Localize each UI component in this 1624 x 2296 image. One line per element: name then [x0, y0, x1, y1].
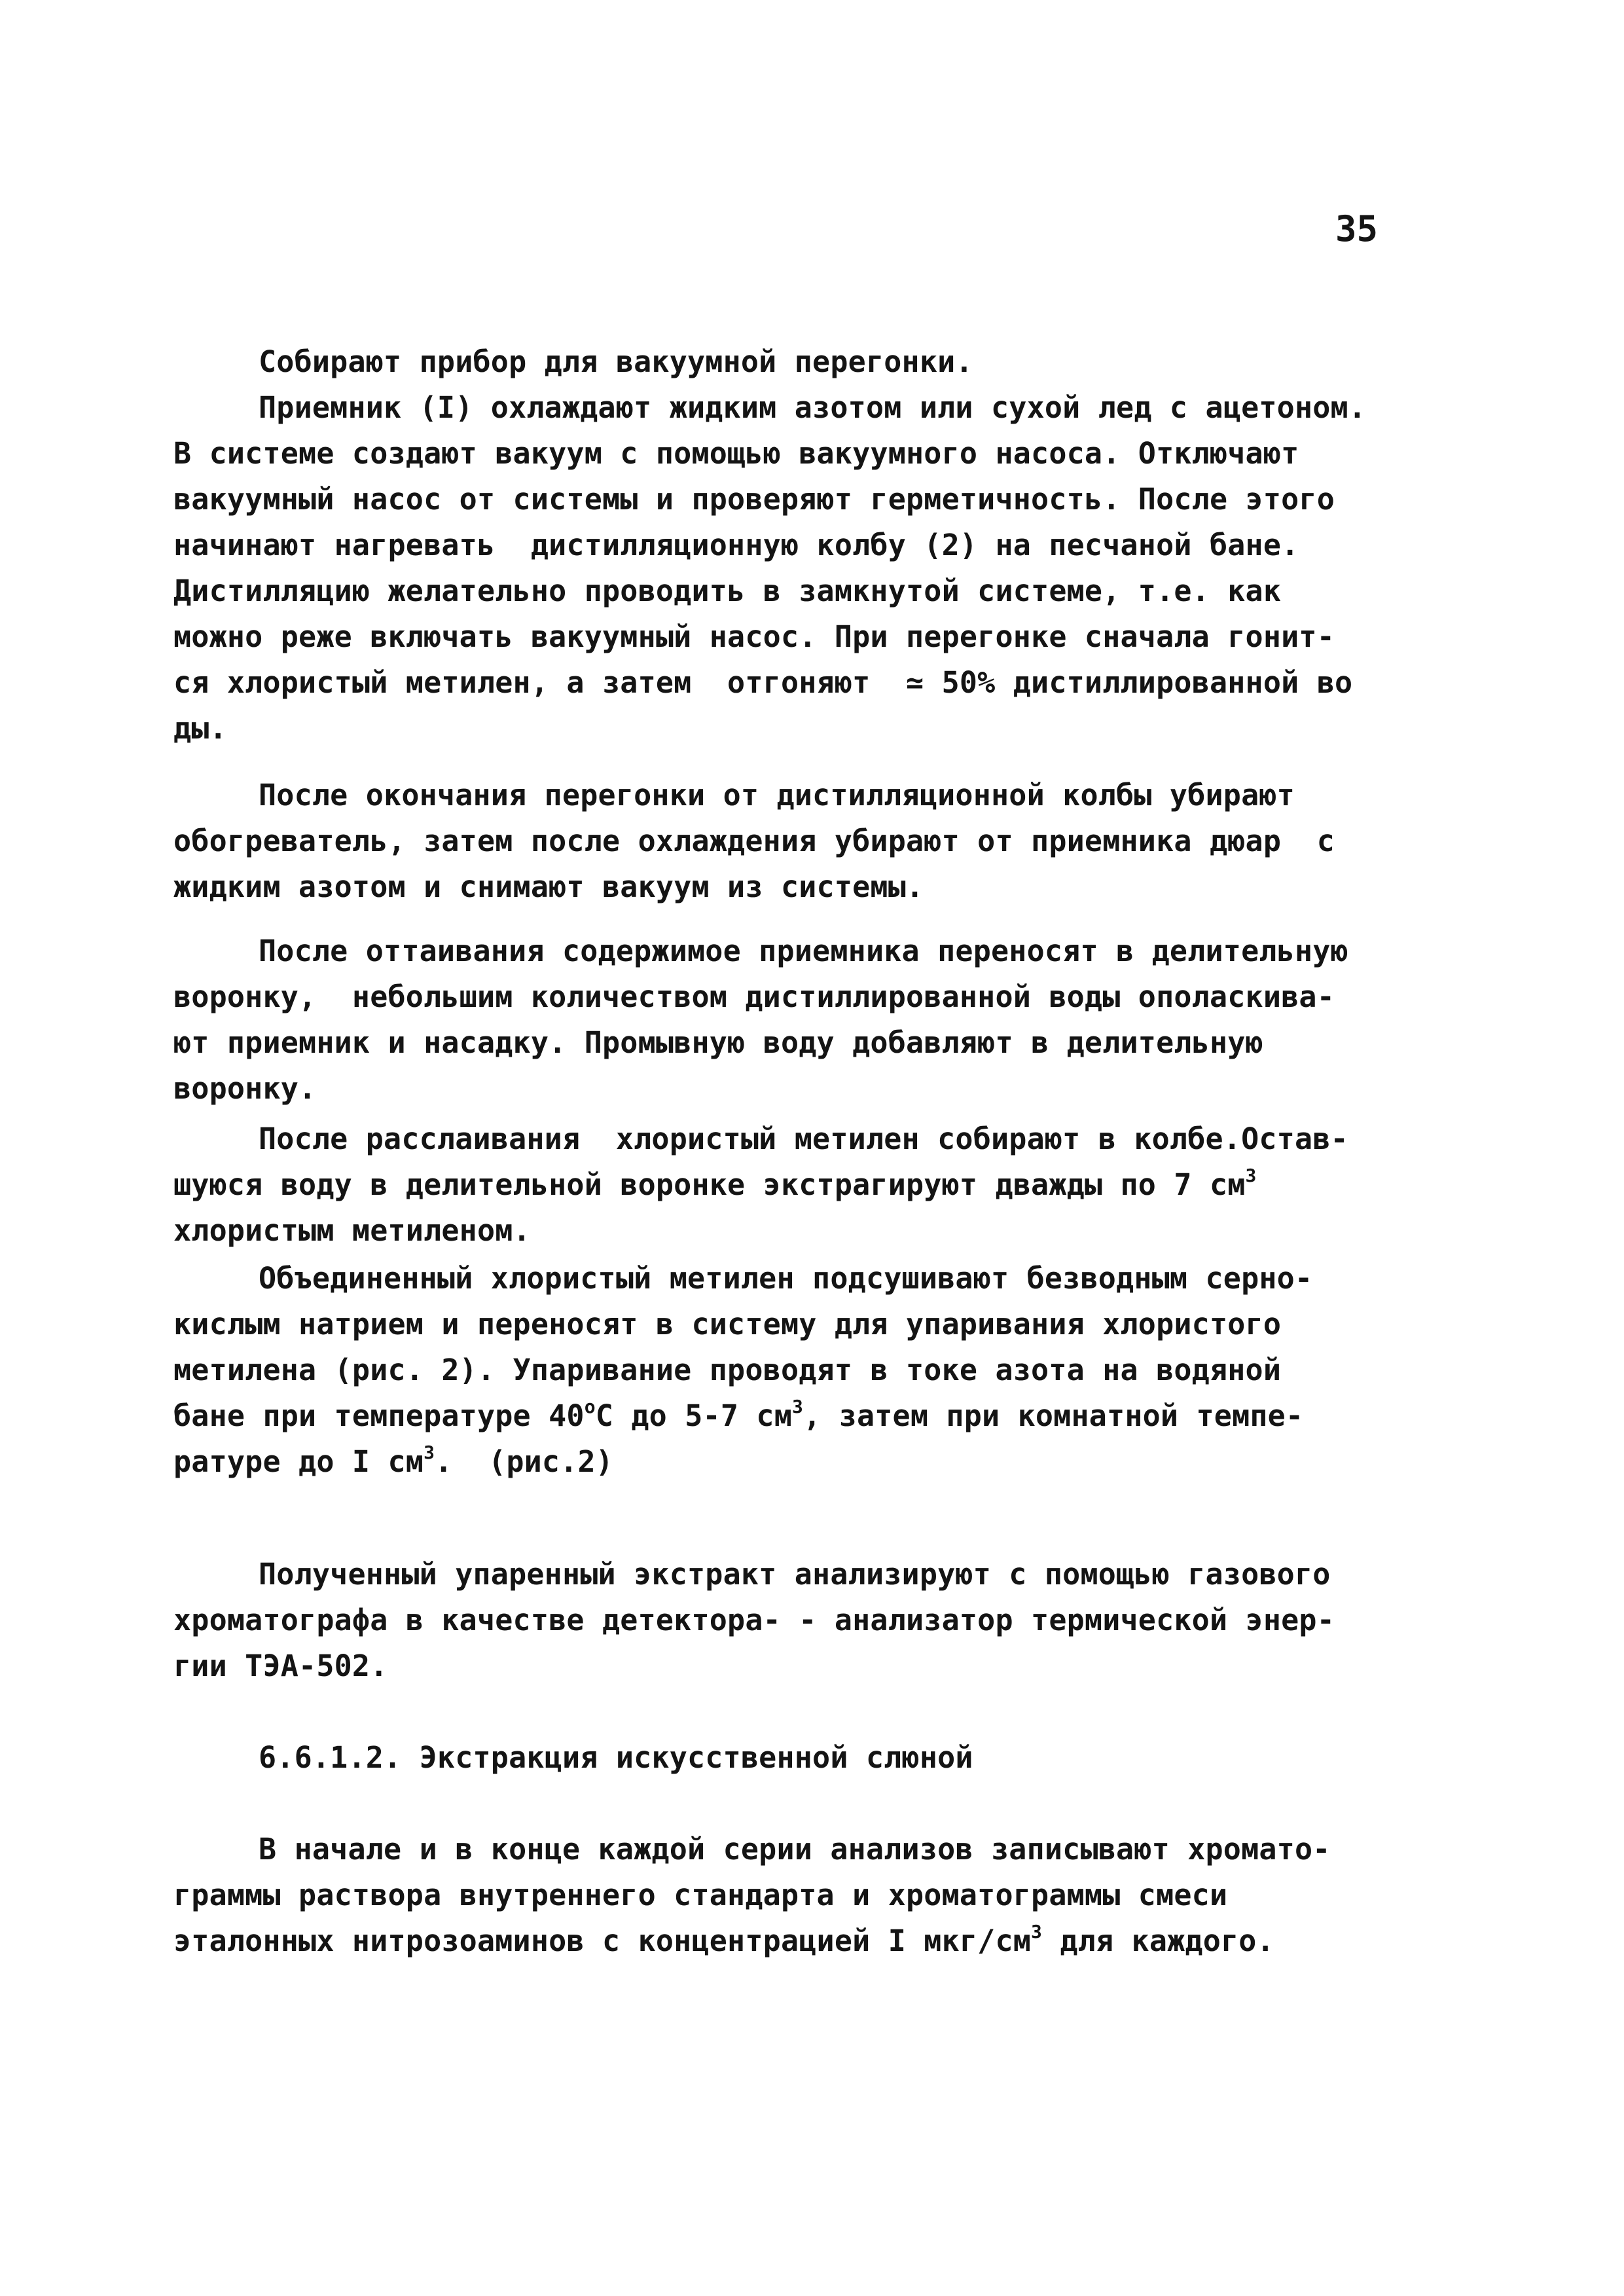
text-line [173, 1162, 1456, 1208]
text-line: В начале и в конце каждой серии анализов записывают хромато- [259, 1832, 1331, 1867]
section-title: 6.6.1.2. Экстракция искусственной слюной [259, 1740, 973, 1775]
text-line: кислым натрием и переносят в систему для упаривания хлористого [173, 1307, 1282, 1341]
superscript-degree: o [584, 1396, 596, 1417]
text-fragment: . (рис.2) [435, 1444, 614, 1479]
text-line: В системе создают вакуум с помощью вакуумного насоса. Отключают [173, 436, 1299, 471]
text-line: жидким азотом и снимают вакуум из системы. [173, 869, 924, 904]
text-line: метилена (рис. 2). Упаривание проводят в токе азота на водяной [173, 1353, 1282, 1387]
text-line: После расслаивания хлористый метилен собирают в колбе.Остав- [259, 1121, 1348, 1156]
text-line: После окончания перегонки от дистилляционной колбы убирают [259, 778, 1295, 812]
text-line [173, 1439, 1456, 1485]
text-fragment: , затем при комнатной темпе- [803, 1398, 1304, 1433]
text-line: можно реже включать вакуумный насос. При перегонке сначала гонит- [173, 619, 1335, 654]
text-line: После оттаивания содержимое приемника переносят в делительную [259, 934, 1348, 968]
text-line: Полученный упаренный экстракт анализируют с помощью газового [259, 1557, 1331, 1592]
paragraph-chromatograms [173, 1827, 1456, 1964]
text-line: Приемник (I) охлаждают жидким азотом или сухой лед с ацетоном. [259, 390, 1367, 425]
paragraph-evaporation [173, 1256, 1456, 1485]
paragraph-thawing [173, 928, 1456, 1112]
text-line: обогреватель, затем после охлаждения убирают от приемника дюар с [173, 824, 1335, 858]
paragraph-analysis [173, 1552, 1456, 1689]
text-line: хроматографа в качестве детектора- - анализатор термической энер- [173, 1603, 1335, 1637]
text-line: воронку, небольшим количеством дистиллированной воды ополаскива- [173, 979, 1335, 1014]
text-line: ют приемник и насадку. Промывную воду добавляют в делительную [173, 1025, 1263, 1060]
text-line: вакуумный насос от системы и проверяют герметичность. После этого [173, 482, 1335, 517]
paragraph-separation [173, 1116, 1456, 1254]
section-heading [173, 1735, 1456, 1781]
text-line: Объединенный хлористый метилен подсушивают безводным серно- [259, 1261, 1313, 1296]
superscript: 3 [792, 1396, 804, 1417]
text-line: хлористым метиленом. [173, 1213, 531, 1248]
text-fragment: С до 5-7 см [595, 1398, 793, 1433]
superscript: 3 [424, 1442, 435, 1463]
text-fragment: шуюся воду в делительной воронке экстрагируют дважды по 7 см [173, 1167, 1246, 1202]
text-line: Собирают прибор для вакуумной перегонки. [259, 344, 973, 379]
text-line: начинают нагревать дистилляционную колбу (2) на песчаной бане. [173, 528, 1299, 562]
text-fragment: бане при температуре 40 [173, 1398, 585, 1433]
text-line: ся хлористый метилен, а затем отгоняют ≃ 50% дистиллированной во [173, 665, 1353, 700]
text-line [173, 1918, 1456, 1964]
text-line: Дистилляцию желательно проводить в замкнутой системе, т.е. как [173, 574, 1282, 608]
text-line: ды. [173, 711, 227, 746]
text-line [173, 1393, 1456, 1439]
text-line: воронку. [173, 1071, 317, 1106]
text-fragment: эталонных нитрозоаминов с концентрацией I мкг/см [173, 1923, 1032, 1958]
page-number: 35 [1335, 208, 1379, 249]
superscript: 3 [1245, 1165, 1257, 1186]
text-line: гии ТЭА-502. [173, 1649, 388, 1683]
text-fragment: для каждого. [1042, 1923, 1274, 1958]
paragraph-end-of-distillation [173, 773, 1456, 910]
superscript: 3 [1031, 1921, 1043, 1942]
paragraph-vacuum-distillation [173, 339, 1456, 752]
text-line: граммы раствора внутреннего стандарта и хроматограммы смеси [173, 1878, 1228, 1912]
text-fragment: ратуре до I см [173, 1444, 424, 1479]
